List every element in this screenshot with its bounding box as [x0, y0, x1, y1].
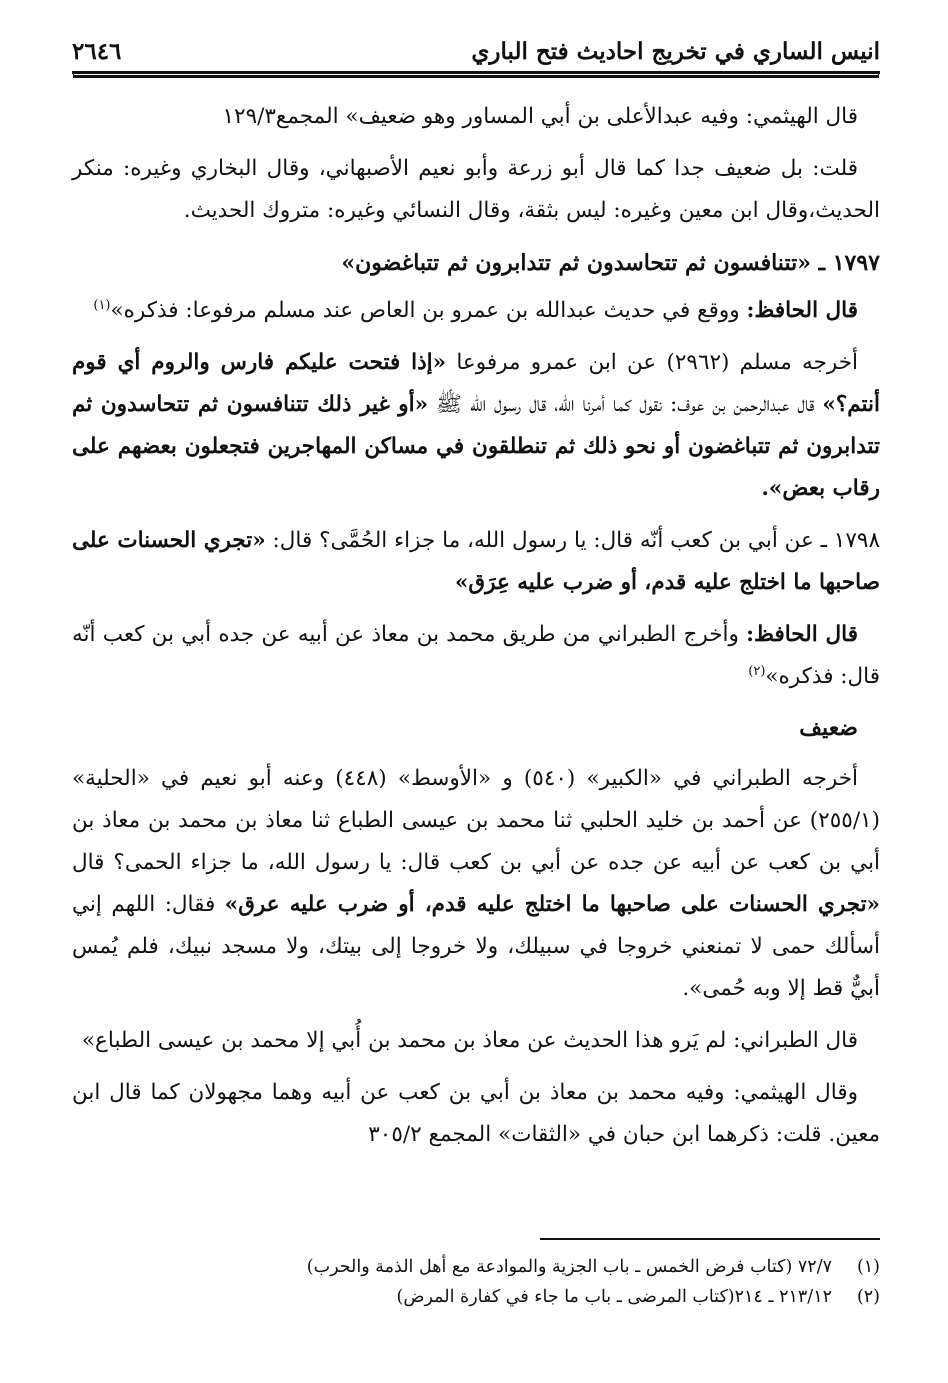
- hadith-1798-title: [72, 520, 880, 604]
- footnote-text: ٧٢/٧ (كتاب فرض الخمس ـ باب الجزية والموادعة مع أهل الذمة والحرب): [306, 1257, 832, 1277]
- page-body: [72, 96, 880, 1156]
- hadith-quote: «تجري الحسنات على صاحبها ما اختلج عليه قدم، أو ضرب عليه عرق»: [224, 892, 880, 917]
- takhrij-text-2: فقال: اللهم إني أسألك حمى لا تمنعني خروجا في سبيلك، ولا خروجا إلى بيتك، ولا مسجد نبيك، فلم يُمس أبيٌّ قط إلا وبه حُمى».: [72, 892, 880, 1001]
- hadith-1798-intro: ١٧٩٨ ـ عن أبي بن كعب أنّه قال: يا رسول الله، ما جزاء الحُمَّى؟ قال:: [265, 528, 880, 553]
- hadith-grade: ضعيف: [799, 715, 858, 741]
- footnote-1: [72, 1252, 880, 1282]
- paragraph-hafiz-1798: [72, 614, 880, 698]
- header-title: انيس الساري في تخريج احاديث فتح الباري: [471, 38, 880, 65]
- footnote-ref-1: (١): [93, 297, 111, 313]
- hadith-quote-1: «إذا فتحت عليكم فارس والروم أي قوم أنتم؟»: [72, 350, 880, 417]
- footnote-text: ٢١٣/١٢ ـ ٢١٤(كتاب المرضى ـ باب ما جاء في كفارة المرض): [396, 1287, 832, 1307]
- footnote-divider: [540, 1238, 880, 1240]
- hadith-1798-quote: «تجري الحسنات على صاحبها ما اختلج عليه قدم، أو ضرب عليه عِرَق»: [72, 528, 880, 595]
- paragraph-hafiz-1797: [72, 290, 880, 332]
- takhrij-text-1: أخرجه الطبراني في «الكبير» (٥٤٠) و «الأوسط» (٤٤٨) وعنه أبو نعيم في «الحلية» (٢٥٥/١) عن أحمد بن خليد الحلبي ثنا محمد بن عيسى الطباع ثنا معاذ بن محمد بن معاذ بن أبي بن كعب عن أبيه عن جده عن أبي بن كعب قال: يا رسول الله، ما جزاء الحمى؟ قال: [72, 766, 880, 875]
- paragraph-takhrij-1797: [72, 342, 880, 510]
- paragraph-qultu-1: قلت: بل ضعيف جدا كما قال أبو زرعة وأبو نعيم الأصبهاني، وقال البخاري وغيره: منكر الحديث،وقال ابن معين وغيره: ليس بثقة، وقال النسائي وغيره: متروك الحديث.: [72, 156, 880, 223]
- footnotes: [72, 1238, 880, 1312]
- page-number: ٢٦٤٦: [72, 38, 122, 65]
- footnote-ref-2: (٢): [748, 663, 766, 679]
- takhrij-text-2: قال عبدالرحمن بن عوف: نقول كما أمرنا الله، قال رسول الله ﷺ: [428, 392, 823, 417]
- takhrij-text-1: أخرجه مسلم (٢٩٦٢) عن ابن عمرو مرفوعا: [446, 350, 858, 375]
- hadith-1797-title: ١٧٩٧ ـ «تتنافسون ثم تتحاسدون ثم تتدابرون ثم تتباغضون»: [341, 250, 880, 276]
- hafiz-label: قال الحافظ:: [746, 298, 858, 323]
- hafiz-text: وأخرج الطبراني من طريق محمد بن معاذ عن أبيه عن جده أبي بن كعب أنّه قال: فذكره»: [72, 622, 880, 689]
- hadith-quote-2: «أو غير ذلك تتنافسون ثم تتحاسدون ثم تتدابرون ثم تتباغضون أو نحو ذلك ثم تنطلقون في مساكن المهاجرين فتجعلون بعضهم على رقاب بعض».: [72, 392, 880, 501]
- paragraph-takhrij-1798: [72, 758, 880, 1010]
- hafiz-text: ووقع في حديث عبدالله بن عمرو بن العاص عند مسلم مرفوعا: فذكره»: [110, 298, 747, 323]
- footnote-2: [72, 1282, 880, 1312]
- running-header: [72, 38, 880, 74]
- footnote-number: (٢): [856, 1287, 880, 1307]
- footnote-number: (١): [856, 1257, 880, 1277]
- hafiz-label: قال الحافظ:: [746, 622, 858, 647]
- paragraph-haythami-2: وقال الهيثمي: وفيه محمد بن معاذ بن أبي بن كعب عن أبيه وهما مجهولان كما قال ابن معين. قلت: ذكرهما ابن حبان في «الثقات» المجمع ٣٠٥/٢: [72, 1080, 880, 1147]
- paragraph-tabarani: قال الطبراني: لم يَرو هذا الحديث عن معاذ بن محمد بن أُبي إلا محمد بن عيسى الطباع»: [81, 1028, 858, 1053]
- paragraph-haythami-1: قال الهيثمي: وفيه عبدالأعلى بن أبي المساور وهو ضعيف» المجمع١٢٩/٣: [222, 104, 858, 129]
